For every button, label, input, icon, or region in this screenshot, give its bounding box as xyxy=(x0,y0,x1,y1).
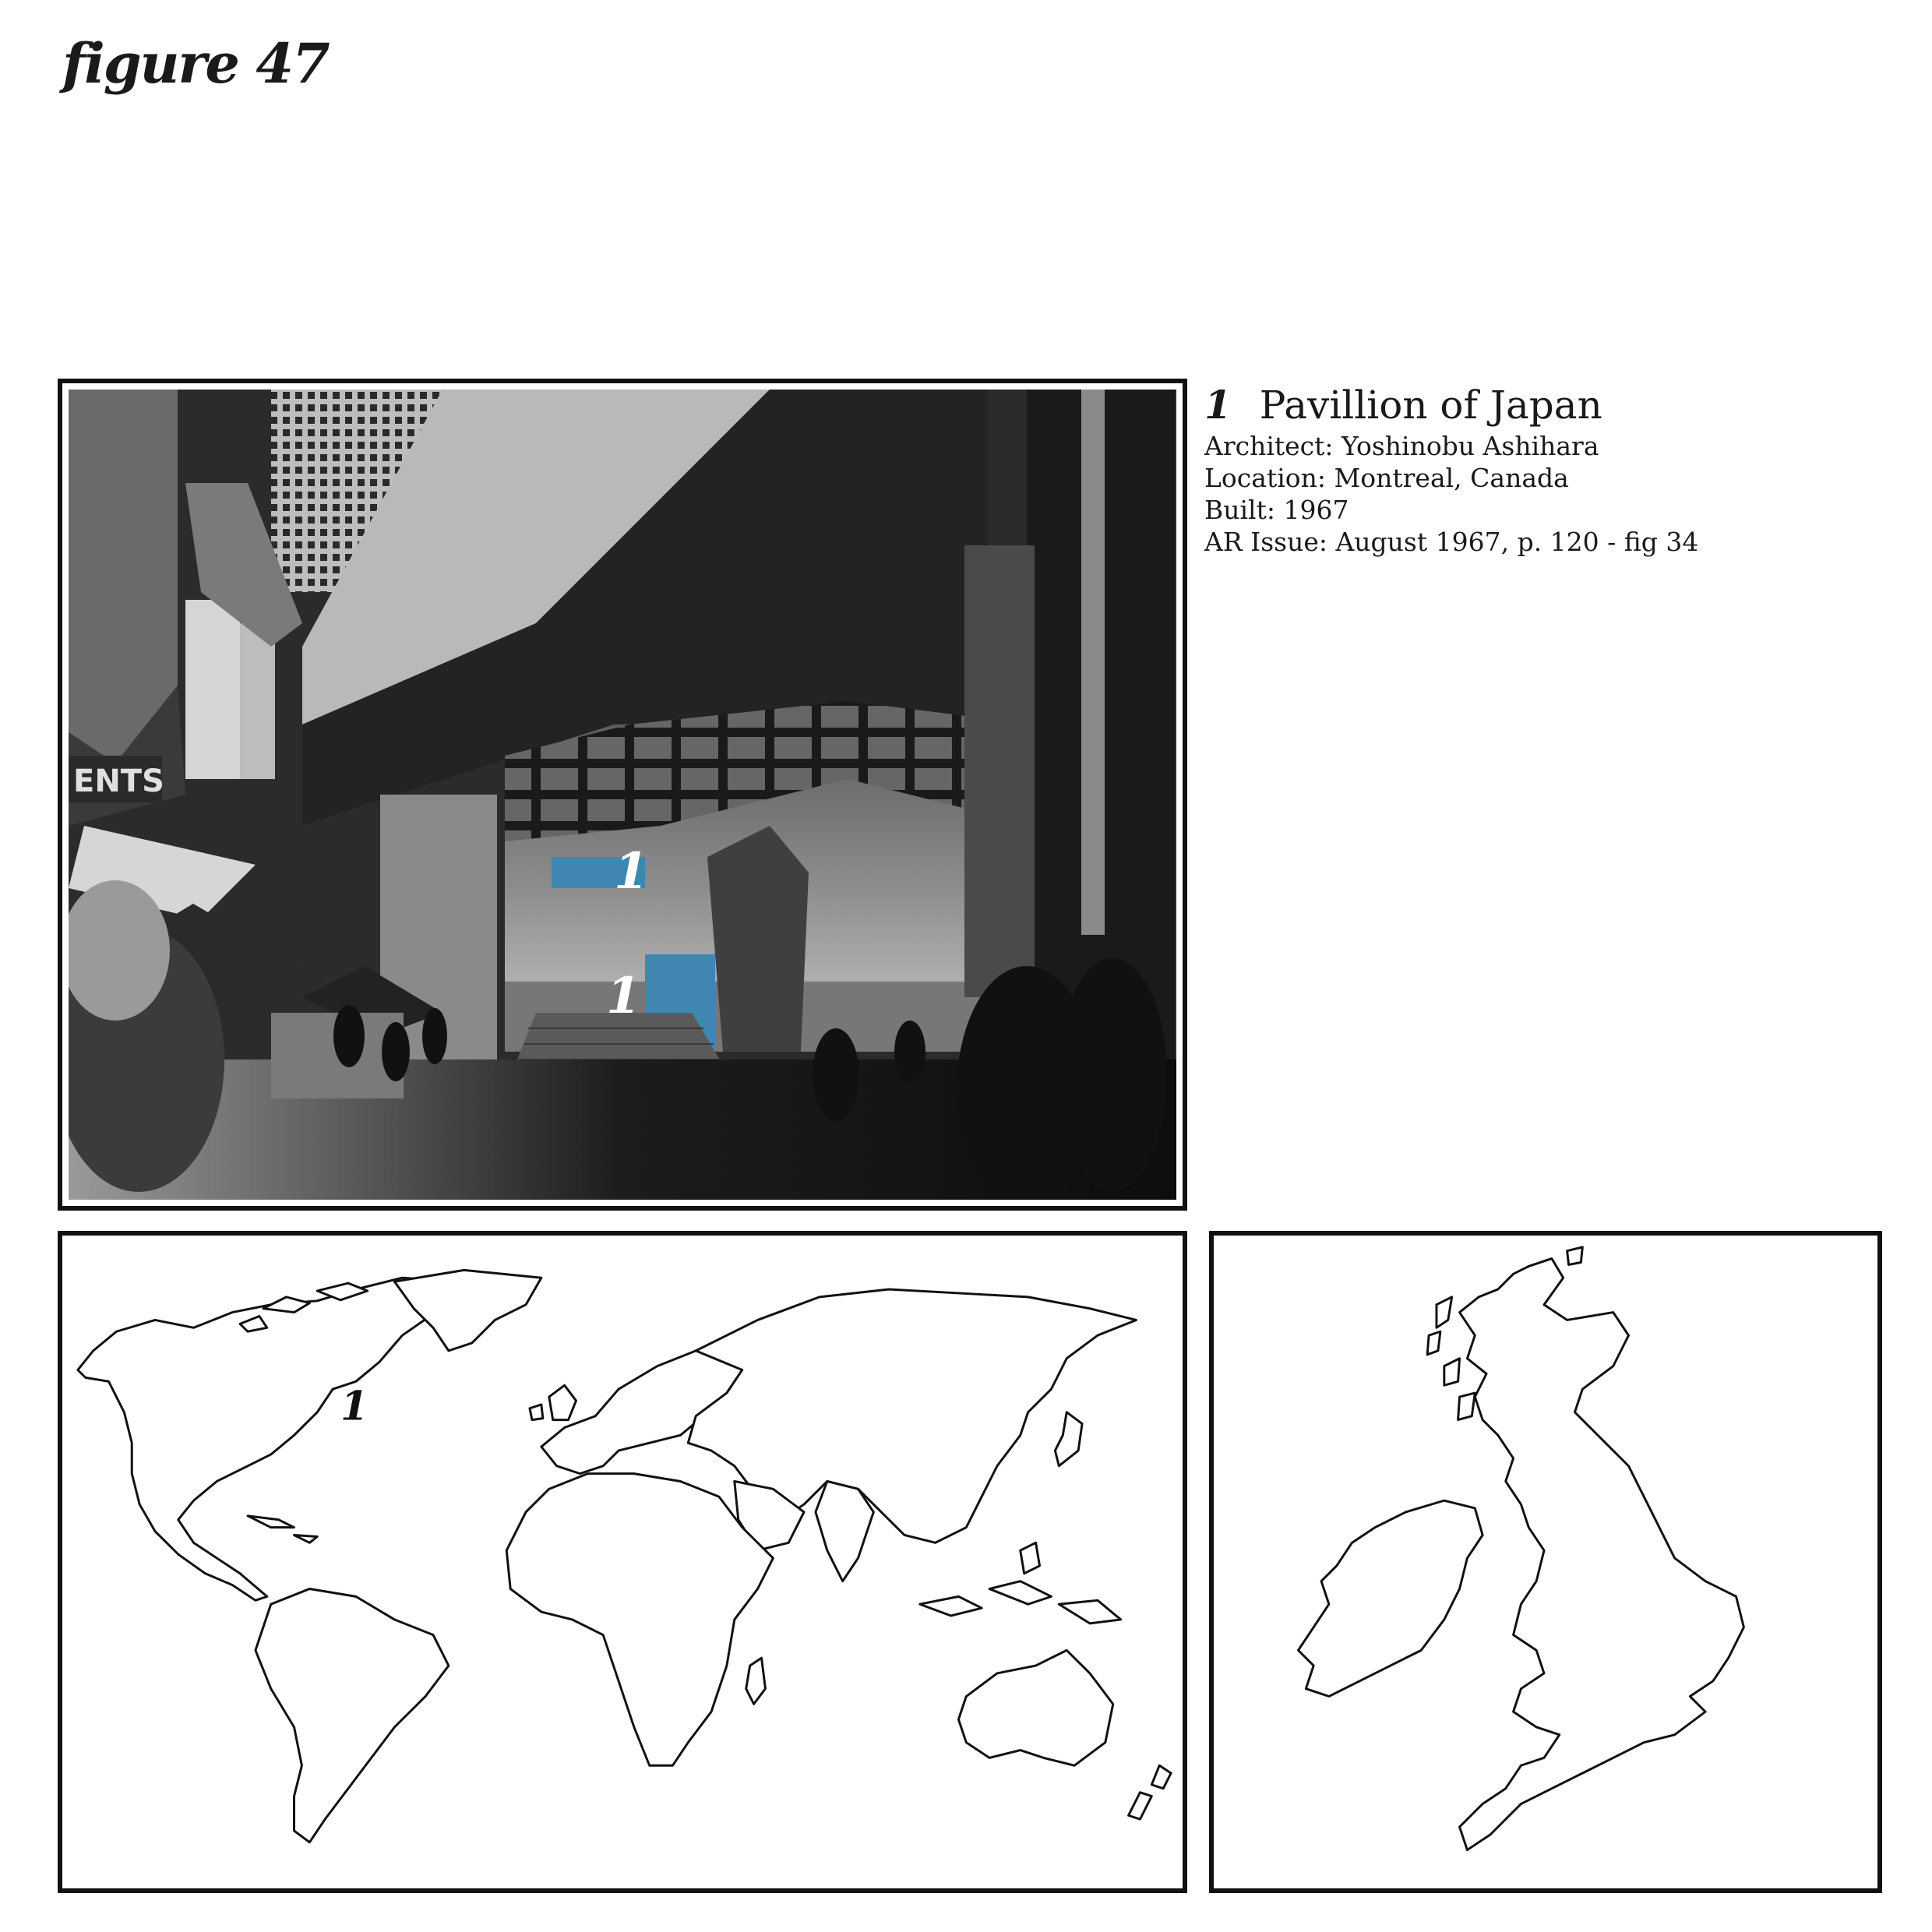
pavilion-photo xyxy=(69,390,1176,1200)
photo-marker-1: 1 xyxy=(614,842,649,901)
greenland-outline xyxy=(394,1270,541,1351)
australia-outline xyxy=(958,1650,1112,1765)
photo-marker-2: 1 xyxy=(606,967,641,1025)
caption-location: Location: Montreal, Canada xyxy=(1204,463,1569,493)
caption-number: 1 xyxy=(1204,382,1232,428)
great-britain-outline xyxy=(1460,1259,1744,1850)
world-map-marker: 1 xyxy=(340,1383,368,1430)
caption-built: Built: 1967 xyxy=(1204,495,1349,525)
japan-outline xyxy=(1055,1412,1082,1466)
ireland-outline xyxy=(1298,1500,1482,1696)
caption-ar-issue: AR Issue: August 1967, p. 120 - fig 34 xyxy=(1204,527,1699,557)
uk-map-panel xyxy=(1209,1231,1882,1893)
figure-title: figure 47 xyxy=(62,31,329,96)
world-map xyxy=(62,1236,1183,1888)
caption-heading xyxy=(1204,380,1906,430)
uk-ireland-map xyxy=(1214,1236,1877,1888)
shop-sign-text: ENTS xyxy=(73,763,164,799)
world-map-panel xyxy=(58,1231,1187,1893)
caption-title: Pavillion of Japan xyxy=(1259,383,1602,428)
caption-block xyxy=(1204,380,1906,558)
photo-panel xyxy=(58,379,1187,1211)
caption-architect: Architect: Yoshinobu Ashihara xyxy=(1204,431,1599,461)
south-america-outline xyxy=(256,1589,449,1842)
africa-outline xyxy=(506,1474,773,1766)
